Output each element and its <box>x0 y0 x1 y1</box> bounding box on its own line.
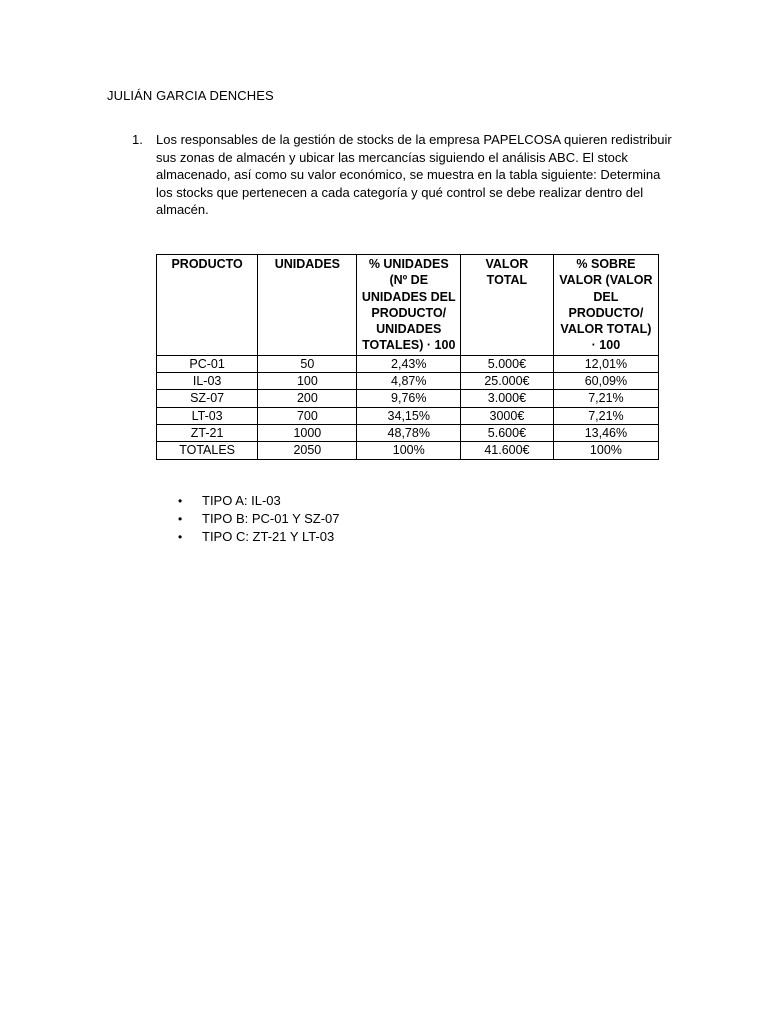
cell-percent-unidades: 9,76% <box>357 390 461 407</box>
cell-producto: LT-03 <box>157 407 258 424</box>
cell-percent-unidades: 4,87% <box>357 373 461 390</box>
cell-percent-valor: 12,01% <box>553 355 658 372</box>
table-body <box>157 355 659 459</box>
list-item-text: TIPO B: PC-01 Y SZ-07 <box>202 511 340 526</box>
question-number: 1. <box>132 132 143 147</box>
bullet-icon: • <box>178 512 183 526</box>
header-percent-unidades: % UNIDADES (Nº DE UNIDADES DEL PRODUCTO/ UNIDADES TOTALES) · 100 <box>357 255 461 356</box>
list-item <box>178 528 340 546</box>
abc-analysis-table <box>156 254 659 460</box>
header-unidades: UNIDADES <box>258 255 357 356</box>
cell-valor-total: 41.600€ <box>461 442 554 459</box>
header-valor-total: VALOR TOTAL <box>461 255 554 356</box>
table-header-row <box>157 255 659 356</box>
table-row <box>157 390 659 407</box>
cell-valor-total: 5.600€ <box>461 424 554 441</box>
table-row <box>157 424 659 441</box>
cell-unidades: 50 <box>258 355 357 372</box>
cell-unidades: 100 <box>258 373 357 390</box>
abc-results-list <box>178 492 340 546</box>
table-header <box>157 255 659 356</box>
cell-producto: PC-01 <box>157 355 258 372</box>
cell-valor-total: 25.000€ <box>461 373 554 390</box>
cell-unidades: 2050 <box>258 442 357 459</box>
cell-percent-valor: 60,09% <box>553 373 658 390</box>
cell-percent-unidades: 34,15% <box>357 407 461 424</box>
cell-producto: SZ-07 <box>157 390 258 407</box>
cell-producto: TOTALES <box>157 442 258 459</box>
header-percent-valor: % SOBRE VALOR (VALOR DEL PRODUCTO/ VALOR TOTAL) · 100 <box>553 255 658 356</box>
cell-unidades: 1000 <box>258 424 357 441</box>
cell-unidades: 200 <box>258 390 357 407</box>
cell-percent-unidades: 48,78% <box>357 424 461 441</box>
cell-producto: ZT-21 <box>157 424 258 441</box>
cell-percent-valor: 100% <box>553 442 658 459</box>
bullet-icon: • <box>178 494 183 508</box>
cell-producto: IL-03 <box>157 373 258 390</box>
cell-valor-total: 3.000€ <box>461 390 554 407</box>
bullet-icon: • <box>178 530 183 544</box>
cell-unidades: 700 <box>258 407 357 424</box>
cell-valor-total: 5.000€ <box>461 355 554 372</box>
list-item <box>178 492 340 510</box>
author-name: JULIÁN GARCIA DENCHES <box>107 88 274 103</box>
cell-valor-total: 3000€ <box>461 407 554 424</box>
table-row <box>157 407 659 424</box>
list-item-text: TIPO A: IL-03 <box>202 493 281 508</box>
table-row <box>157 373 659 390</box>
list-item <box>178 510 340 528</box>
cell-percent-valor: 13,46% <box>553 424 658 441</box>
cell-percent-unidades: 100% <box>357 442 461 459</box>
table-totals-row <box>157 442 659 459</box>
table-row <box>157 355 659 372</box>
header-producto: PRODUCTO <box>157 255 258 356</box>
cell-percent-unidades: 2,43% <box>357 355 461 372</box>
list-item-text: TIPO C: ZT-21 Y LT-03 <box>202 529 335 544</box>
cell-percent-valor: 7,21% <box>553 390 658 407</box>
question-text: Los responsables de la gestión de stocks de la empresa PAPELCOSA quieren redistribuir sus zonas de almacén y ubicar las mercancías siguiendo el análisis ABC. El stock almacenado, así como su valor económico, se muestra en la tabla siguiente: Determina los stocks que pertenecen a cada categoría y qué control se debe realizar dentro del almacén. <box>156 132 672 218</box>
cell-percent-valor: 7,21% <box>553 407 658 424</box>
